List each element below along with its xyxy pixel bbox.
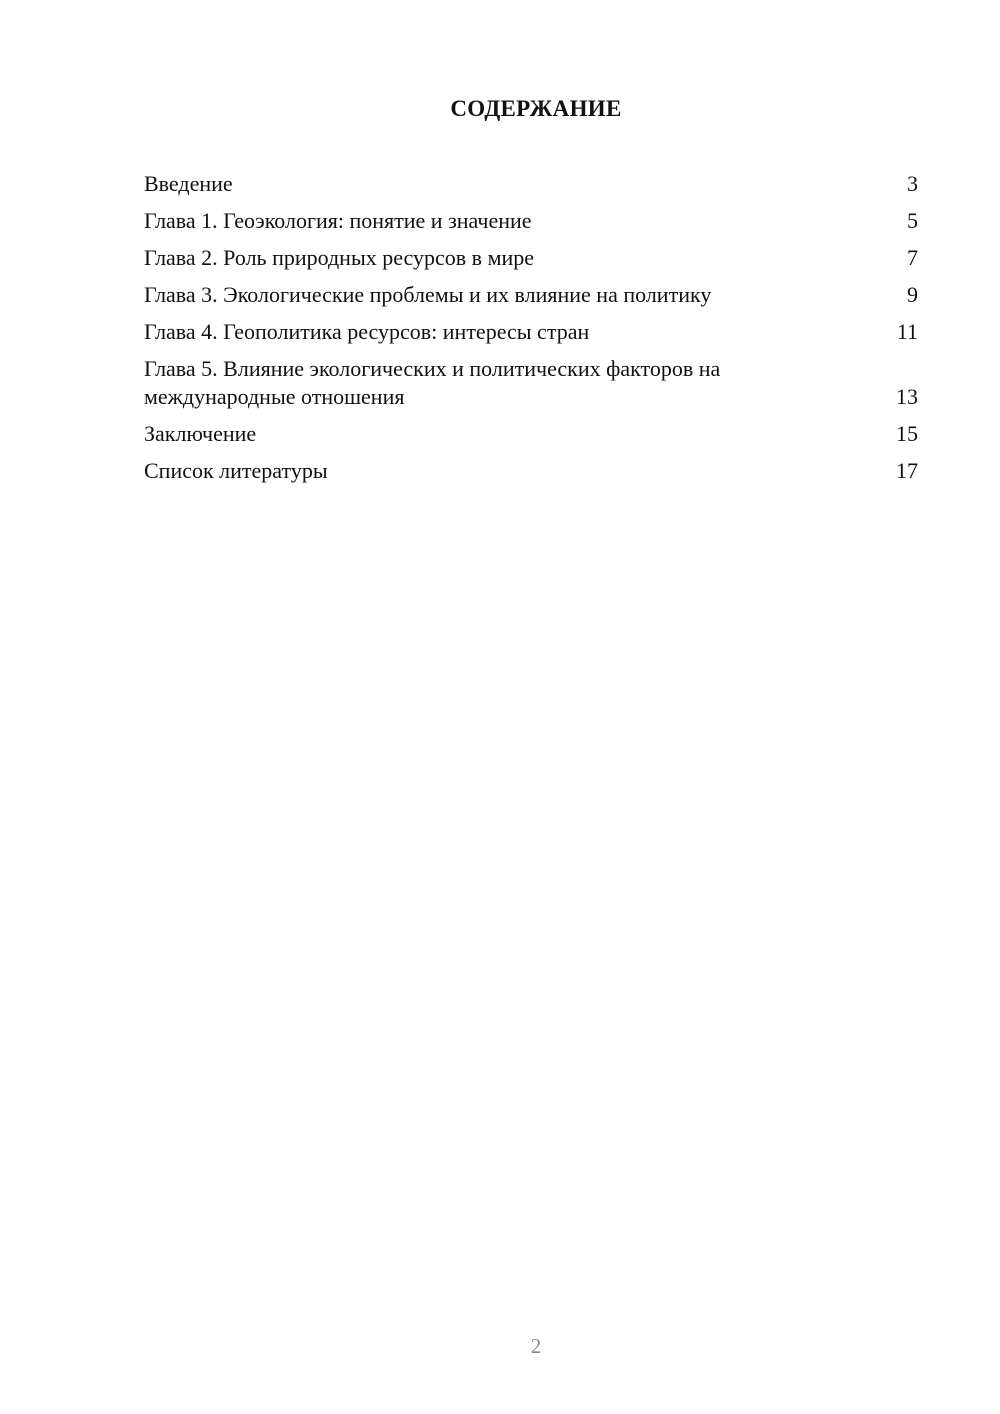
toc-entry-page: 17 xyxy=(896,458,918,483)
toc-entry-label: Введение xyxy=(144,171,233,196)
toc-entry-label: Глава 1. Геоэкология: понятие и значение xyxy=(144,208,532,233)
toc-entry xyxy=(144,207,918,235)
toc-entry-page: 7 xyxy=(907,245,918,270)
toc-entry-page: 5 xyxy=(907,208,918,233)
toc-entry-page: 13 xyxy=(896,384,918,409)
toc-entry-label: Глава 2. Роль природных ресурсов в мире xyxy=(144,245,535,270)
toc-entry xyxy=(144,244,918,272)
toc-entry-label: Список литературы xyxy=(144,458,328,483)
toc-entry xyxy=(144,281,918,309)
toc-entry-page: 9 xyxy=(907,282,918,307)
toc-entry-label: Глава 3. Экологические проблемы и их влияние на политику xyxy=(144,282,712,307)
toc-entry-page: 15 xyxy=(896,421,918,446)
page-number: 2 xyxy=(530,1334,542,1358)
toc-entry-page: 11 xyxy=(896,319,918,344)
toc-entry xyxy=(144,457,918,485)
toc-entry-label: Заключение xyxy=(144,421,257,446)
toc-entry xyxy=(144,420,918,448)
toc-entry-page: 3 xyxy=(907,171,918,196)
toc-entry xyxy=(144,355,918,411)
toc-entry xyxy=(144,318,918,346)
toc-title: СОДЕРЖАНИЕ xyxy=(450,96,622,121)
toc-list xyxy=(144,170,918,494)
toc-entry xyxy=(144,170,918,198)
toc-entry-label: Глава 4. Геополитика ресурсов: интересы стран xyxy=(144,319,590,344)
toc-entry-label: Глава 5. Влияние экологических и политических факторов на международные отношения xyxy=(144,356,721,409)
